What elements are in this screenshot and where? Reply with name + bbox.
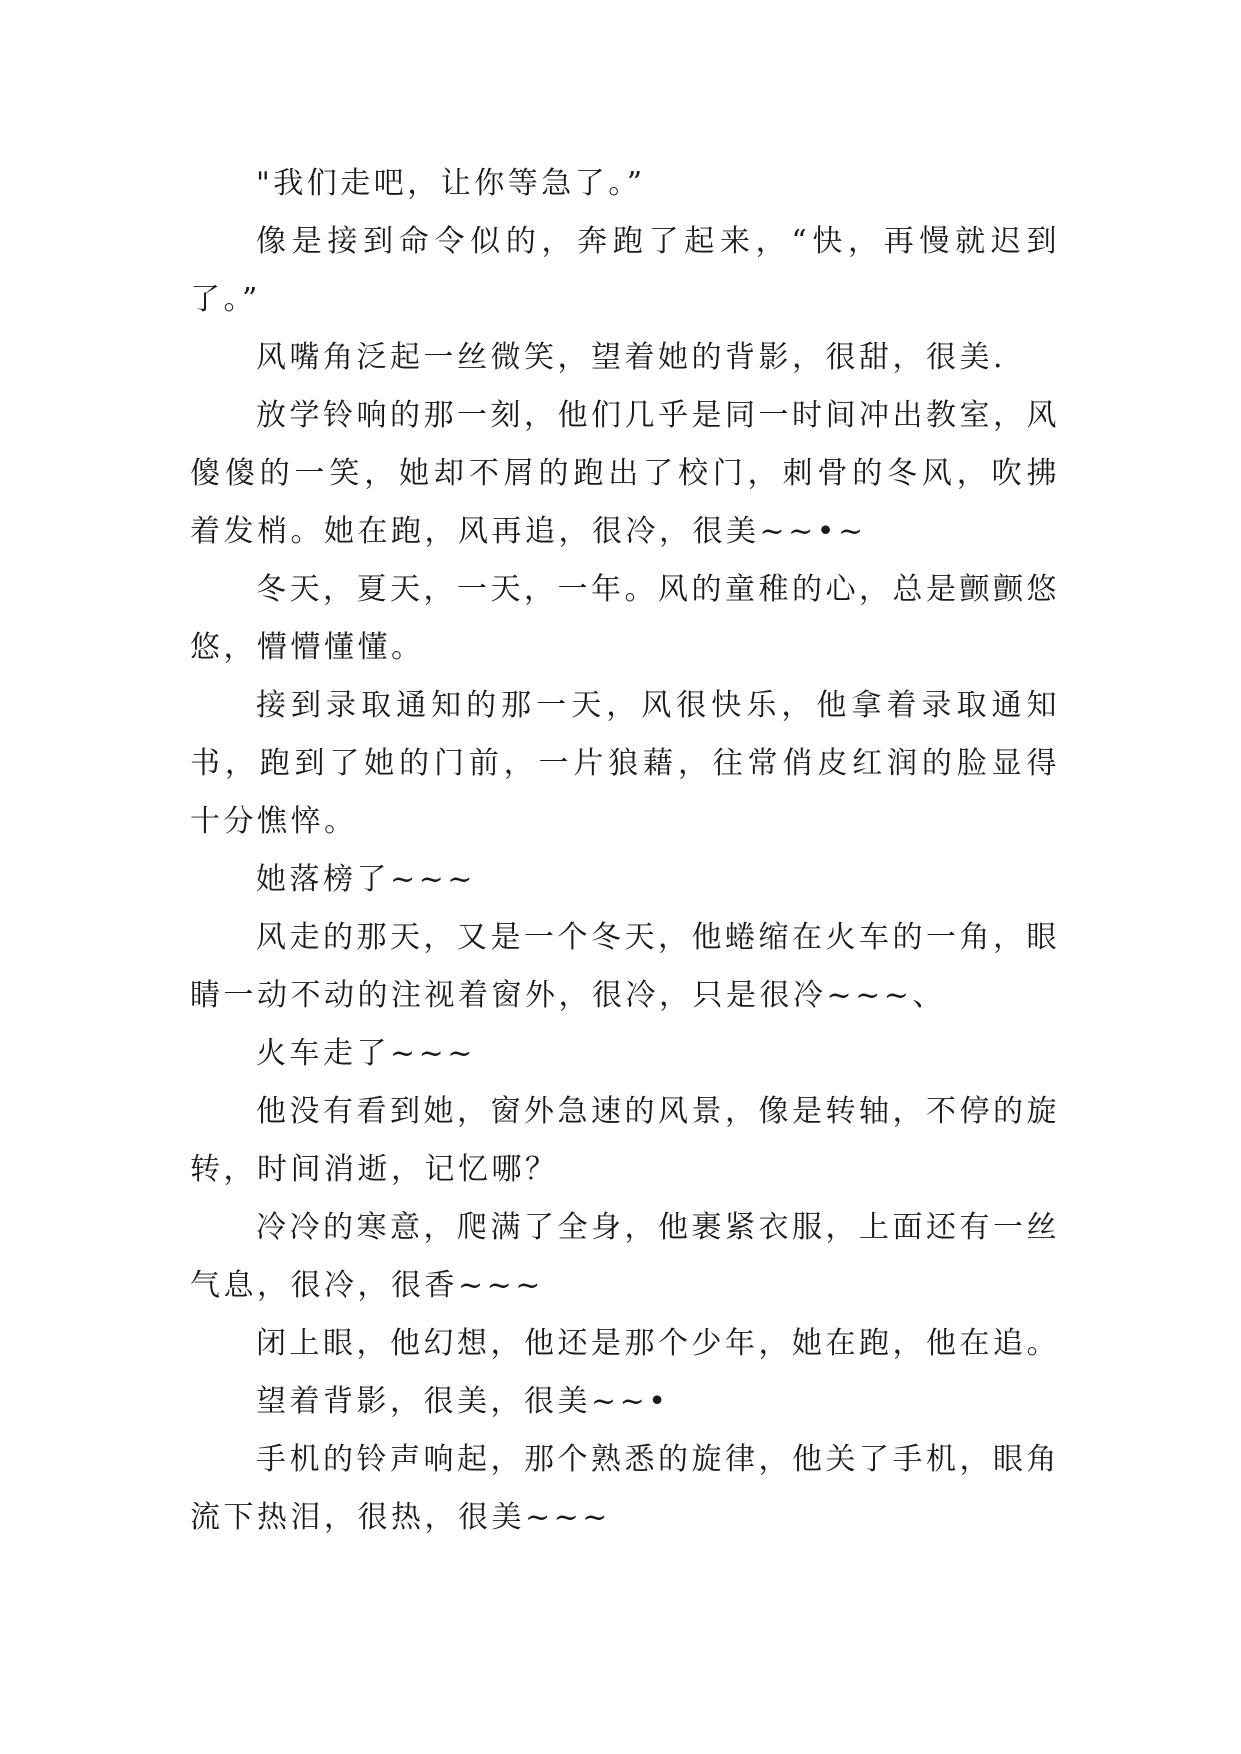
paragraph: 他没有看到她，窗外急速的风景，像是转轴，不停的旋转，时间消逝，记忆哪？ [190, 1094, 1060, 1187]
paragraph: 风走的那天，又是一个冬天，他蜷缩在火车的一角，眼睛一动不动的注视着窗外，很冷，只是很冷~~~、 [190, 920, 1060, 1013]
paragraph: "我们走吧，让你等急了。” [256, 166, 646, 201]
paragraph: 放学铃响的那一刻，他们几乎是同一时间冲出教室，风傻傻的一笑，她却不屑的跑出了校门，刺骨的冬风，吹拂着发梢。她在跑，风再追，很冷，很美~~•~ [190, 398, 1060, 549]
document-body [190, 155, 1060, 1547]
paragraph: 接到录取通知的那一天，风很快乐，他拿着录取通知书，跑到了她的门前，一片狼藉，往常俏皮红润的脸显得十分憔悴。 [190, 688, 1060, 839]
paragraph: 冷冷的寒意，爬满了全身，他裹紧衣服，上面还有一丝气息，很冷，很香~~~ [190, 1210, 1060, 1303]
paragraph: 闭上眼，他幻想，他还是那个少年，她在跑，他在追。 [256, 1326, 1060, 1361]
paragraph: 风嘴角泛起一丝微笑，望着她的背影，很甜，很美. [256, 340, 1007, 375]
paragraph: 冬天，夏天，一天，一年。风的童稚的心，总是颤颤悠悠，懵懵懂懂。 [190, 572, 1060, 665]
paragraph: 火车走了~~~ [256, 1036, 476, 1071]
paragraph: 望着背影，很美，很美~~• [256, 1384, 670, 1419]
paragraph: 手机的铃声响起，那个熟悉的旋律，他关了手机，眼角流下热泪，很热，很美~~~ [190, 1442, 1060, 1535]
paragraph: 她落榜了~~~ [256, 862, 476, 897]
paragraph: 像是接到命令似的，奔跑了起来，“快，再慢就迟到了。” [190, 224, 1060, 317]
